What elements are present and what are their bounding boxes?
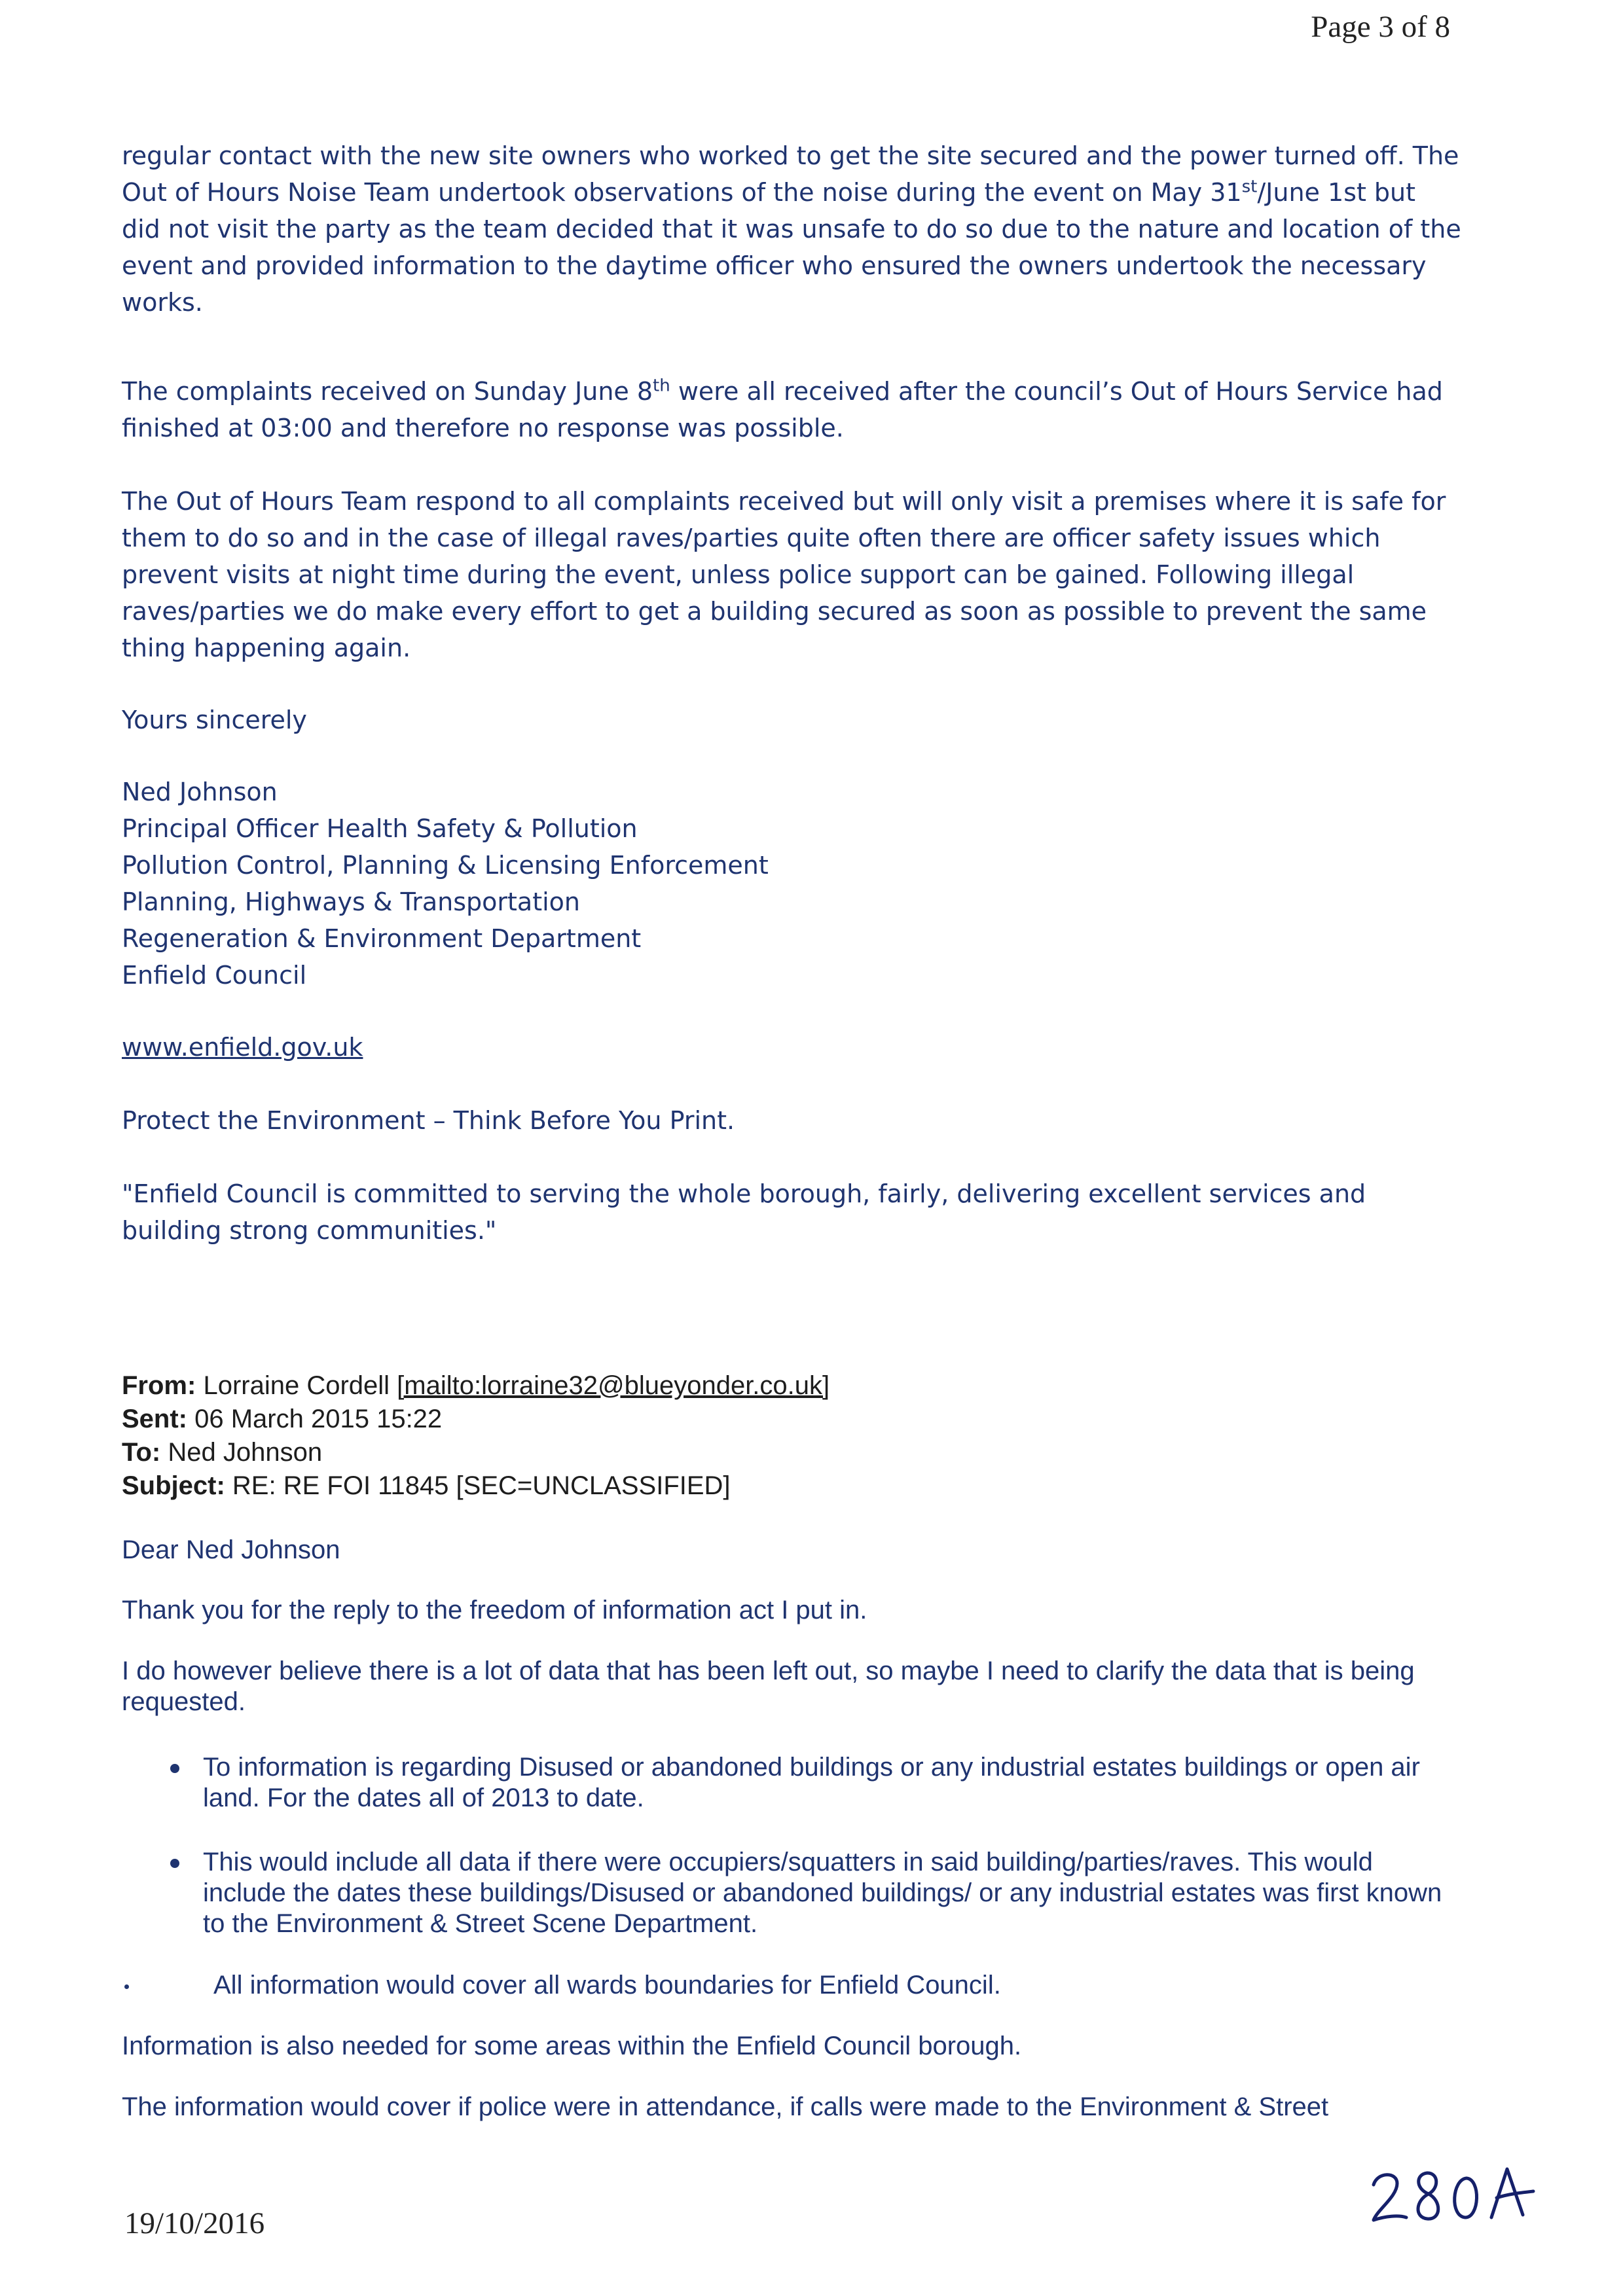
from-value: Lorraine Cordell	[203, 1371, 397, 1400]
footer-date: 19/10/2016	[124, 2206, 265, 2240]
signature-department: Regeneration & Environment Department	[122, 924, 642, 953]
email-clarify: I do however believe there is a lot of data that has been left out, so maybe I need to clarify the data that is being requested.	[122, 1657, 1415, 1716]
paragraph-text-cont: were all received after the council’s Out of Hours Service had finished at 03:00 and therefore no response was possible.	[122, 377, 1443, 442]
list-item	[122, 1970, 1451, 2003]
paragraph-text-cont: /June 1st but did not visit the party as the team decided that it was unsafe to do so due to the nature and location of the event and provided information to the daytime officer who ensured the owners undertook the necessary works.	[122, 178, 1461, 317]
list-item-text: This would include all data if there were occupiers/squatters in said building/parties/raves. This would include the dates these buildings/Disused or abandoned buildings/ or any industrial estates was first known to the Environment & Street Scene Department.	[203, 1848, 1442, 1938]
website-link[interactable]: www.enfield.gov.uk	[122, 1033, 363, 1062]
list-item	[122, 1752, 1451, 1818]
handwritten-reference-mark	[1368, 2160, 1539, 2232]
email-sent-row	[122, 1403, 1461, 1436]
council-motto: "Enfield Council is committed to serving the whole borough, fairly, delivering excellent services and building strong communities."	[122, 1179, 1366, 1245]
page-number: Page 3 of 8	[1311, 10, 1450, 44]
email-header-block	[122, 1369, 1461, 1503]
to-value: Ned Johnson	[168, 1438, 323, 1467]
from-label: From:	[122, 1371, 196, 1400]
from-mailto-link[interactable]: [mailto:lorraine32@blueyonder.co.uk]	[397, 1371, 830, 1400]
signature-organisation: Enfield Council	[122, 961, 307, 990]
email-thanks: Thank you for the reply to the freedom of information act I put in.	[122, 1596, 867, 1624]
email-info-areas: Information is also needed for some areas within the Enfield Council borough.	[122, 2032, 1022, 2060]
environment-note: Protect the Environment – Think Before You Print.	[122, 1106, 735, 1135]
email-greeting: Dear Ned Johnson	[122, 1535, 340, 1564]
closing-line: Yours sincerely	[122, 706, 307, 734]
paragraph-text: The complaints received on Sunday June 8	[122, 377, 653, 406]
bullet-icon	[170, 1859, 179, 1868]
superscript: th	[653, 376, 670, 396]
website-paragraph	[122, 1029, 1461, 1066]
paragraph-site-owners	[122, 137, 1461, 321]
email-to-row	[122, 1436, 1461, 1469]
signature-title: Principal Officer Health Safety & Pollution	[122, 814, 638, 843]
paragraph-complaints	[122, 373, 1461, 446]
sent-value: 06 March 2015 15:22	[194, 1405, 443, 1433]
signature-service: Planning, Highways & Transportation	[122, 888, 581, 916]
sent-label: Sent:	[122, 1405, 187, 1433]
paragraph-out-of-hours: The Out of Hours Team respond to all complaints received but will only visit a premises where it is safe for them to do so and in the case of illegal raves/parties quite often there are officer safety issues which prevent visits at night time during the event, unless police support can be gained. Following illegal raves/parties we do make every effort to get a building secured as soon as possible to prevent the same thing happening again.	[122, 487, 1446, 662]
list-item-text: All information would cover all wards boundaries for Enfield Council.	[213, 1971, 1001, 2000]
subject-value: RE: RE FOI 11845 [SEC=UNCLASSIFIED]	[232, 1471, 731, 1500]
signature-block	[122, 774, 1461, 994]
superscript: st	[1241, 177, 1258, 197]
email-info-police: The information would cover if police were in attendance, if calls were made to the Environment & Street	[122, 2092, 1329, 2121]
signature-division: Pollution Control, Planning & Licensing Enforcement	[122, 851, 769, 880]
list-item	[122, 1847, 1451, 1942]
email-from-row	[122, 1369, 1461, 1403]
subject-label: Subject:	[122, 1471, 225, 1500]
signature-name: Ned Johnson	[122, 778, 278, 806]
to-label: To:	[122, 1438, 161, 1467]
email-subject-row	[122, 1469, 1461, 1503]
list-item-text: To information is regarding Disused or abandoned buildings or any industrial estates buildings or open air land. For the dates all of 2013 to date.	[203, 1753, 1420, 1812]
paragraph-text: regular contact with the new site owners who worked to get the site secured and the power turned off. The Out of Hours Noise Team undertook observations of the noise during the event on May 31	[122, 141, 1459, 207]
bullet-icon	[124, 1984, 129, 1989]
bullet-icon	[170, 1764, 179, 1773]
